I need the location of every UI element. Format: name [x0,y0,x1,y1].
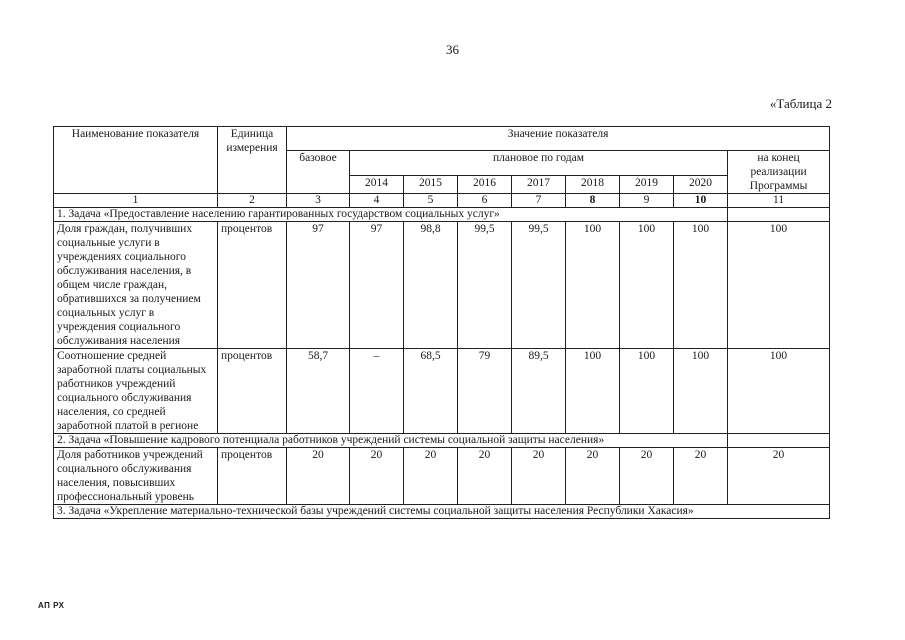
header-year: 2017 [512,175,566,193]
indicator-name: Доля работников учреждений социального обслуживания населения, повысивших профессиональный уровень [54,448,218,505]
column-number: 5 [404,194,458,208]
task-title: 2. Задача «Повышение кадрового потенциала работников учреждений системы социальной защиты населения» [54,434,728,448]
indicator-value: 100 [728,349,830,434]
indicator-name: Соотношение средней заработной платы социальных работников учреждений социального обслуживания населения, со средней заработной платой в регионе [54,349,218,434]
indicator-value: 99,5 [512,222,566,349]
header-end-program: на конец реализации Программы [728,151,830,194]
header-value-group: Значение показателя [287,127,830,151]
indicator-row [54,349,830,434]
indicator-value: 100 [620,222,674,349]
task-title: 3. Задача «Укрепление материально-технической базы учреждений системы социальной защиты населения Республики Хакасия» [54,505,830,519]
indicator-value: 68,5 [404,349,458,434]
task-row [54,505,830,519]
indicator-value: 97 [350,222,404,349]
indicator-value: 99,5 [458,222,512,349]
column-number: 2 [218,194,287,208]
indicator-value: 20 [674,448,728,505]
indicator-unit: процентов [218,448,287,505]
indicator-value: 58,7 [287,349,350,434]
column-number: 1 [54,194,218,208]
indicator-unit: процентов [218,222,287,349]
indicator-value: 20 [512,448,566,505]
indicator-value: 20 [728,448,830,505]
indicator-value: 100 [566,349,620,434]
header-year: 2018 [566,175,620,193]
header-name-col: Наименование показателя [54,127,218,194]
indicator-value: 20 [404,448,458,505]
header-year: 2019 [620,175,674,193]
header-year: 2016 [458,175,512,193]
indicator-value: 20 [566,448,620,505]
page-number: 36 [446,42,459,57]
column-number: 9 [620,194,674,208]
indicator-value: 98,8 [404,222,458,349]
indicator-value: 100 [674,222,728,349]
indicator-unit: процентов [218,349,287,434]
indicator-value: 89,5 [512,349,566,434]
table-caption: «Таблица 2 [769,96,832,111]
column-number: 7 [512,194,566,208]
column-number-row [54,194,830,208]
column-number: 3 [287,194,350,208]
header-year: 2014 [350,175,404,193]
task-row-end-cell [728,434,830,448]
indicator-value: 100 [620,349,674,434]
column-number: 8 [566,194,620,208]
indicator-row [54,448,830,505]
task-row [54,208,830,222]
indicator-name: Доля граждан, получивших социальные услуги в учреждениях социального обслуживания населения, в общем числе граждан, обратившихся за получением социальных услуг в учреждения социального обслуживания населения [54,222,218,349]
column-number: 6 [458,194,512,208]
indicators-table [53,126,830,519]
indicator-value: 97 [287,222,350,349]
task-row [54,434,830,448]
header-base: базовое [287,151,350,194]
indicator-value: 20 [287,448,350,505]
indicator-value: 20 [620,448,674,505]
indicator-row [54,222,830,349]
indicator-value: 20 [350,448,404,505]
header-year: 2015 [404,175,458,193]
indicator-value: 79 [458,349,512,434]
indicator-value: – [350,349,404,434]
indicator-value: 100 [728,222,830,349]
indicator-value: 20 [458,448,512,505]
header-year: 2020 [674,175,728,193]
indicator-value: 100 [566,222,620,349]
task-title: 1. Задача «Предоставление населению гарантированных государством социальных услуг» [54,208,728,222]
column-number: 4 [350,194,404,208]
header-unit-col: Единица измерения [218,127,287,194]
column-number: 11 [728,194,830,208]
header-planned-group: плановое по годам [350,151,728,176]
task-row-end-cell [728,208,830,222]
indicator-value: 100 [674,349,728,434]
column-number: 10 [674,194,728,208]
footer-mark: АП РХ [38,601,65,610]
